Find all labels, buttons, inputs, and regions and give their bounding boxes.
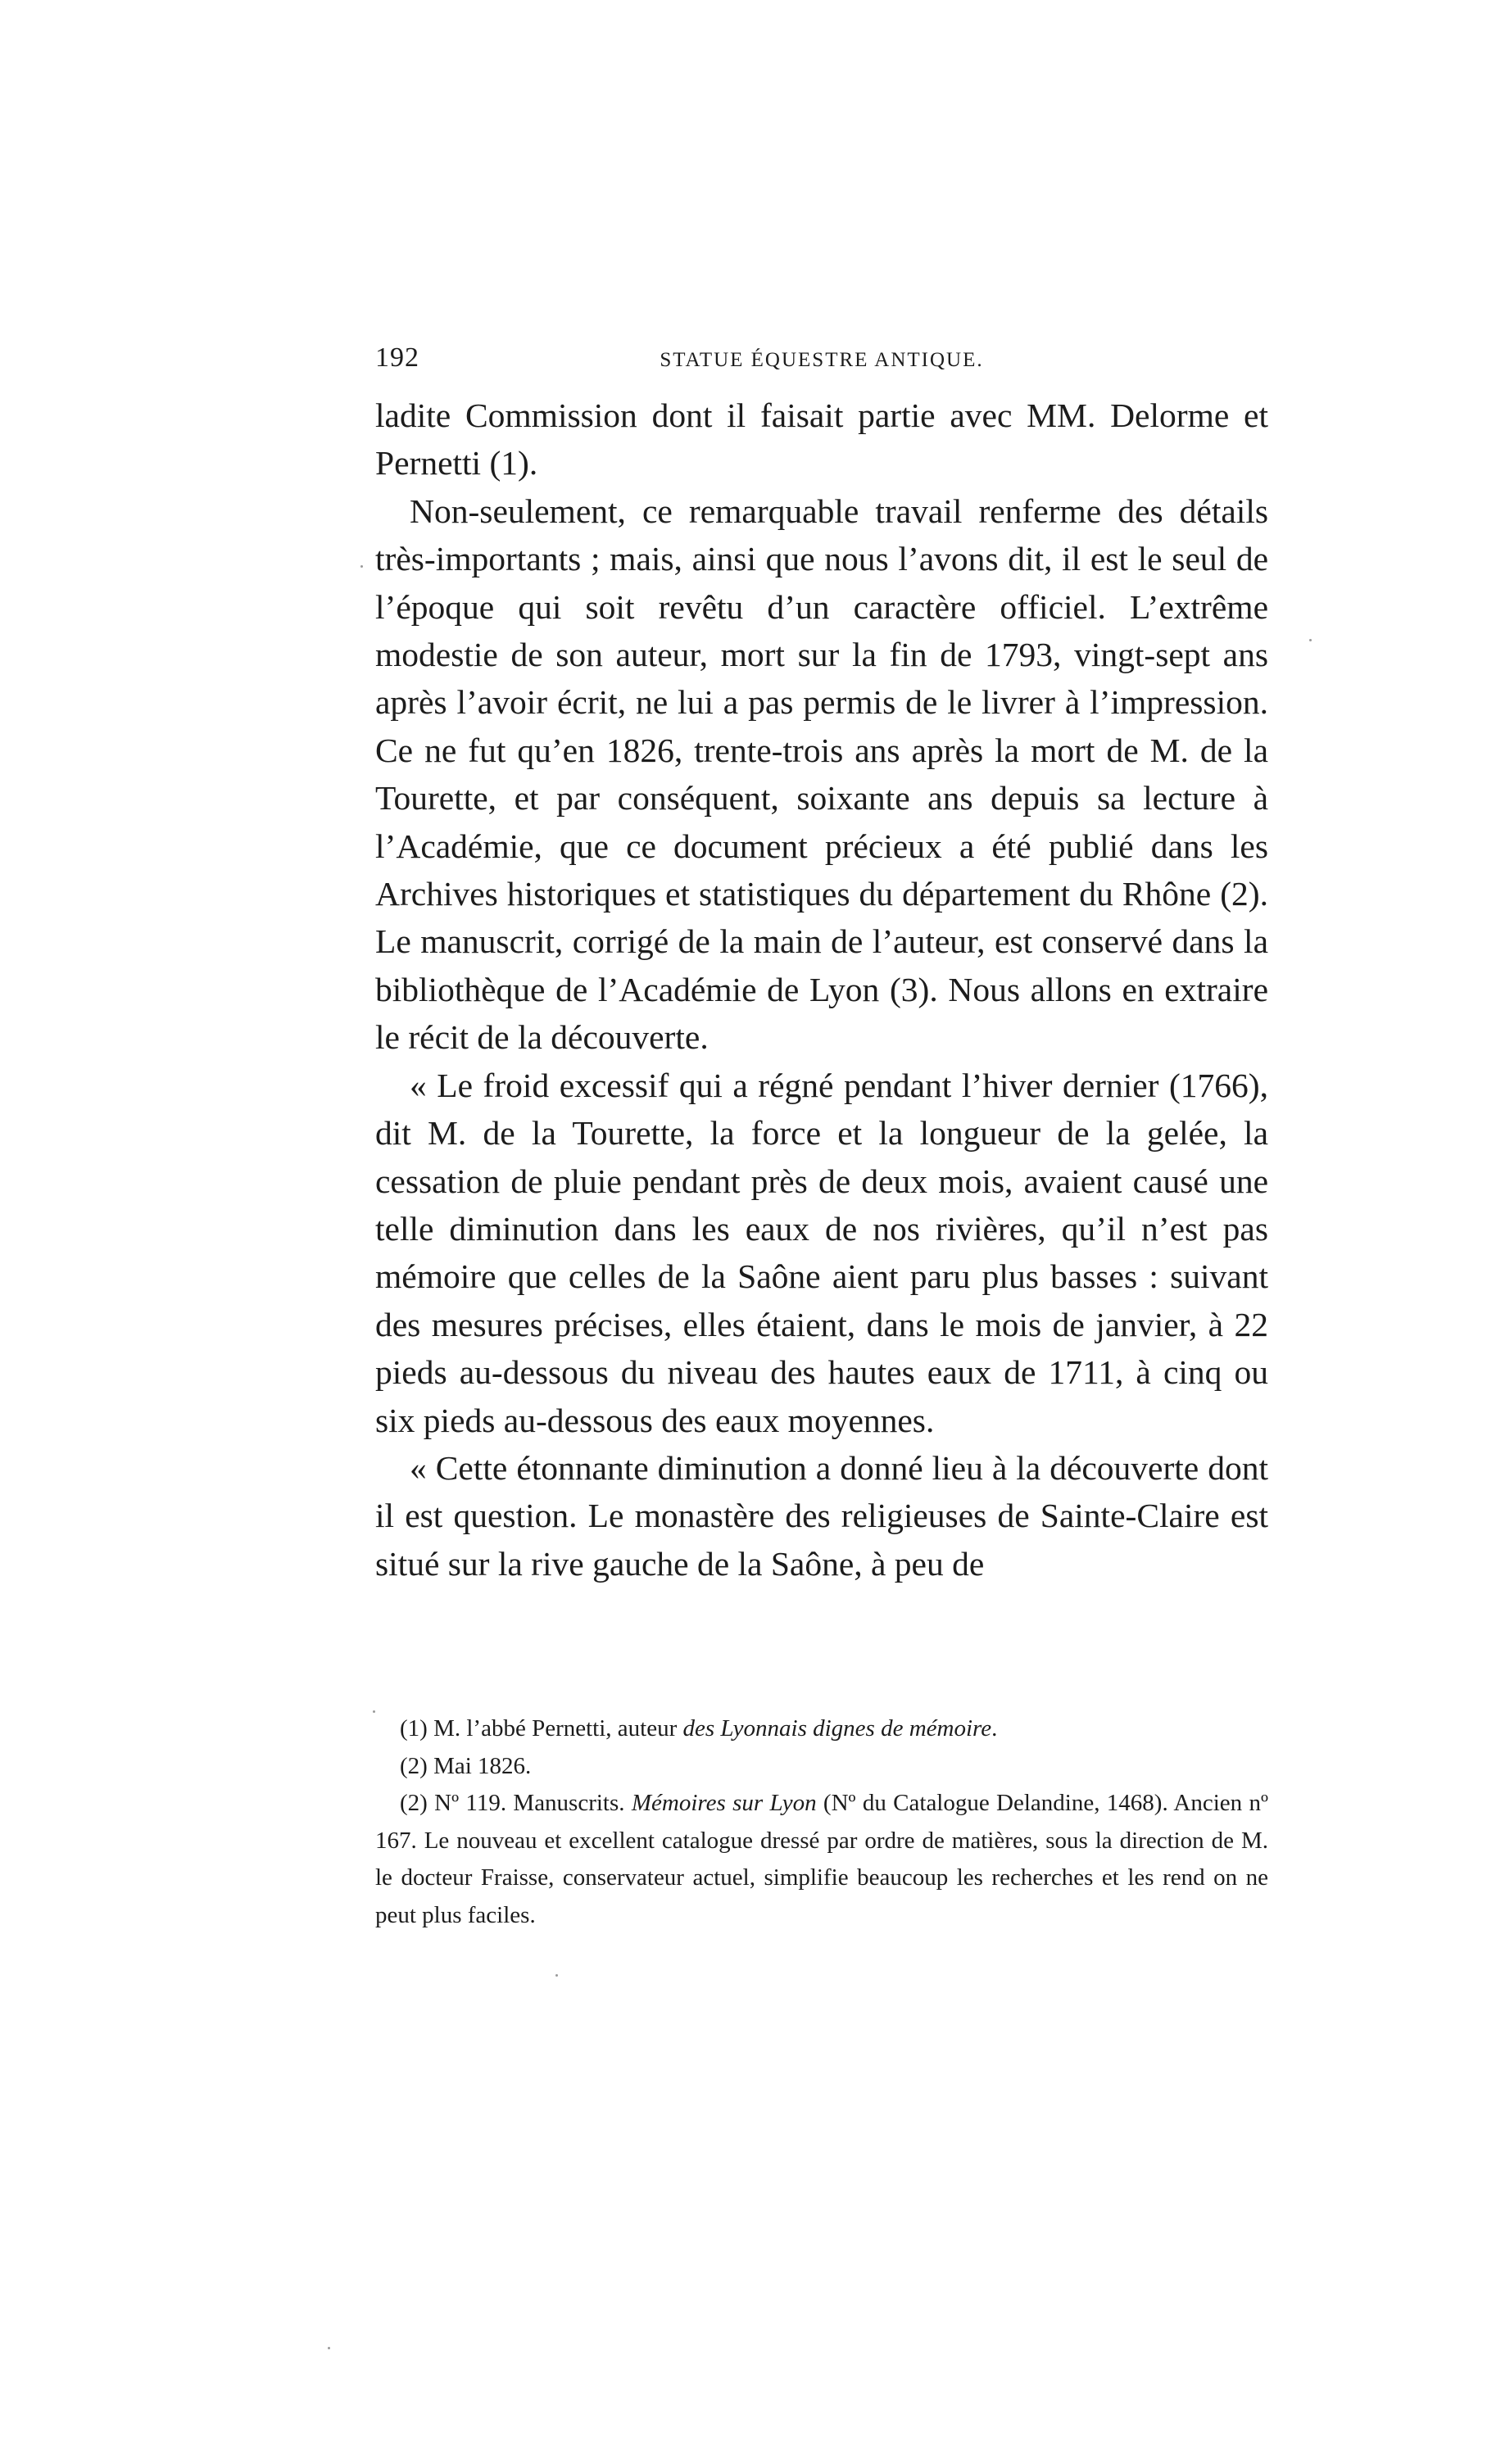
paper-speck xyxy=(373,1710,375,1713)
paragraph: Non-seulement, ce remarquable travail renferme des détails très-importants ; mais, ainsi que nous l’avons dit, il est le seul de l’époque qui soit revêtu d’un caractère officiel. L’extrême modestie de son auteur, mort sur la fin de 1793, vingt-sept ans après l’avoir écrit, ne lui a pas permis de le livrer à l’impression. Ce ne fut qu’en 1826, trente-trois ans après la mort de M. de la Tourette, et par conséquent, soixante ans depuis sa lecture à l’Académie, que ce document précieux a été publié dans les Archives historiques et statistiques du département du Rhône (2). Le manuscrit, corrigé de la main de l’auteur, est conservé dans la bibliothèque de l’Académie de Lyon (3). Nous allons en extraire le récit de la découverte. xyxy=(375,491,1268,1057)
footnote-2 xyxy=(375,1748,1268,1786)
paper-speck xyxy=(1309,639,1312,641)
footnote-number: (1) xyxy=(400,1715,428,1742)
footnote-text: . xyxy=(991,1715,998,1742)
footnote-title: des Lyonnais dignes de mémoire xyxy=(682,1715,992,1742)
paragraph-continued: ladite Commission dont il faisait partie avec MM. Delorme et Pernetti (1). xyxy=(375,396,1268,482)
paper-speck xyxy=(328,2347,330,2349)
paper-speck xyxy=(360,565,363,568)
paragraph-quote: « Cette étonnante diminution a donné lieu à la découverte dont il est question. Le monastère des religieuses de Sainte-Claire est situé sur la rive gauche de la Saône, à peu de xyxy=(375,1448,1268,1583)
paper-speck xyxy=(555,1974,558,1977)
body-text xyxy=(375,392,1268,1588)
footnote-3 xyxy=(375,1785,1268,1934)
running-head xyxy=(375,342,1268,382)
footnote-text: (Nº du Catalogue Delandine, 1468). Ancien nº 167. Le nouveau et excellent catalogue dressé par ordre de matières, sous la direction de M. le docteur Fraisse, conservateur actuel, simplifie beaucoup les recherches et les rend on ne peut plus faciles. xyxy=(375,1790,1268,1928)
running-title: STATUE ÉQUESTRE ANTIQUE. xyxy=(660,349,984,371)
footnotes xyxy=(375,1710,1268,1935)
footnote-text: M. l’abbé Pernetti, auteur xyxy=(427,1715,683,1742)
footnote-number: (2) xyxy=(400,1752,428,1779)
page-number: 192 xyxy=(375,342,419,373)
paragraph-quote: « Le froid excessif qui a régné pendant l’hiver dernier (1766), dit M. de la Tourette, la force et la longueur de la gelée, la cessation de pluie pendant près de deux mois, avaient causé une telle diminution dans les eaux de nos rivières, qu’il n’est pas mémoire que celles de la Saône aient paru plus basses : suivant des mesures précises, elles étaient, dans le mois de janvier, à 22 pieds au-dessous du niveau des hautes eaux de 1711, à cinq ou six pieds au-dessous des eaux moyennes. xyxy=(375,1066,1268,1439)
footnote-text: Nº 119. Manuscrits. xyxy=(427,1790,632,1817)
footnote-title: Mémoires sur Lyon xyxy=(631,1790,817,1817)
footnote-number: (2) xyxy=(400,1790,428,1817)
footnote-1 xyxy=(375,1710,1268,1748)
footnote-text: Mai 1826. xyxy=(427,1752,532,1779)
